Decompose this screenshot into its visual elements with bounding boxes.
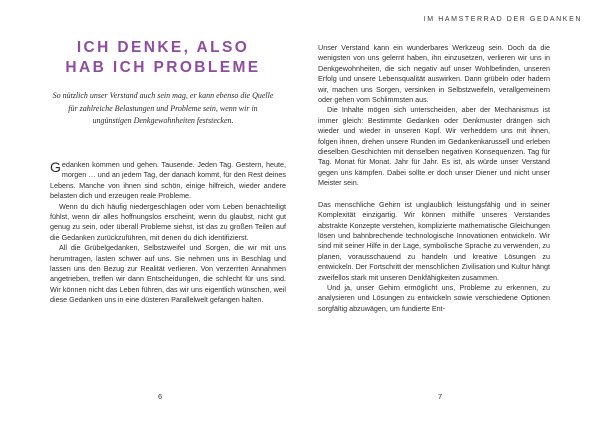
chapter-intro: So nützlich unser Verstand auch sein mag, er kann ebenso die Quelle für zahlreiche Belastungen und Probleme sein, wenn wir in ungünstigen Denkgewohnheiten feststecken. [52,91,274,126]
paragraph-6: Das menschliche Gehirn ist unglaublich leistungsfähig und in seiner Komplexität einzigartig. Wir können mithilfe unseres Verstandes abstrakte Konzepte verstehen, komplizierte mathematische Gleichungen lösen und bahnbrechende technologische Innovationen entwickeln. Wir sind mit seiner Hilfe in der Lage, symbolische Sprache zu verwenden, zu planen, vorausschauend zu handeln und kreative Lösungen zu entwickeln. Der Fortschritt der menschlichen Zivilisation und Kultur hängt zweifellos stark mit unseren Denkfähigkeiten zusammen. [318,199,550,282]
paragraph-7: Und ja, unser Gehirn ermöglicht uns, Probleme zu erkennen, zu analysieren und Lösungen zu entwickeln sowie verschiedene Optionen sorgfältig abzuwägen, um fundierte Ent- [318,282,550,313]
chapter-title [50,38,276,78]
drop-cap: G [50,159,61,175]
right-page [300,0,600,424]
paragraph-3: All die Grübelgedanken, Selbstzweifel und Sorgen, die wir mit uns herumtragen, lasten schwer auf uns. Sie nehmen uns in Beschlag und lassen uns den Bezug zur Realität verlieren. Von verzerrten Annahmen angetrieben, treffen wir dann Entscheidungen, die schlecht für uns sind. Wir können nicht das Leben führen, das wir uns eigentlich wünschen, weil diese Gedanken uns in eine düsteren Parallelwelt gefangen halten. [50,243,286,305]
paragraph-1 [50,160,286,202]
paragraph-2: Wenn du dich häufig niedergeschlagen oder vom Leben benachteiligt fühlst, wenn dir alles hoffnungslos erscheint, wenn du glaubst, nicht gut genug zu sein, oder überall Probleme siehst, ist das zu großen Teilen auf die Gedanken zurückzuführen, mit denen du dich identifizierst. [50,201,286,242]
paragraph-4: Unser Verstand kann ein wunderbares Werkzeug sein. Doch da die wenigsten von uns gelernt haben, ihn einzusetzen, verlieren wir uns in Denkgewohnheiten, die sich negativ auf unser Wohlbefinden, unseren Erfolg und unsere Lebensqualität auswirken. Dann grübeln oder hadern wir, machen uns Sorgen, versinken in Selbstzweifeln, verallgemeinern oder gehen vom Schlimmsten aus. [318,43,550,105]
page-number-left: 6 [158,392,163,401]
chapter-title-line-1: ICH DENKE, ALSO [76,39,250,56]
left-body-text [50,160,286,306]
running-head: IM HAMSTERRAD DER GEDANKEN [423,16,582,23]
page-number-right: 7 [438,392,443,401]
right-body-text [318,43,550,314]
paragraph-5: Die Inhalte mögen sich unterscheiden, aber der Mechanismus ist immer gleich: Bestimmte Gedanken oder Denkmuster drängen sich wieder und wieder in unseren Kopf. Wir verheddern uns mit ihnen, folgen ihnen, drehen unsere Runden im Gedankenkarussell und erleben dieselben Geschichten mit denselben negativen Konsequenzen. Tag für Tag. Monat für Monat. Jahr für Jahr. Es ist, als würde unser Verstand gegen uns kämpfen. Dabei sollte er doch unser Diener und nicht unser Meister sein. [318,105,550,188]
chapter-title-line-2: HAB ICH PROBLEME [65,59,261,76]
paragraph-1-text: edanken kommen und gehen. Tausende. Jeden Tag. Gestern, heute, morgen … und an jedem Tag, der danach kommt, für den Rest deines Lebens. Manche von ihnen sind schön, einige hilfreich, wieder andere belasten dich und erzeugen reale Probleme. [50,160,286,201]
